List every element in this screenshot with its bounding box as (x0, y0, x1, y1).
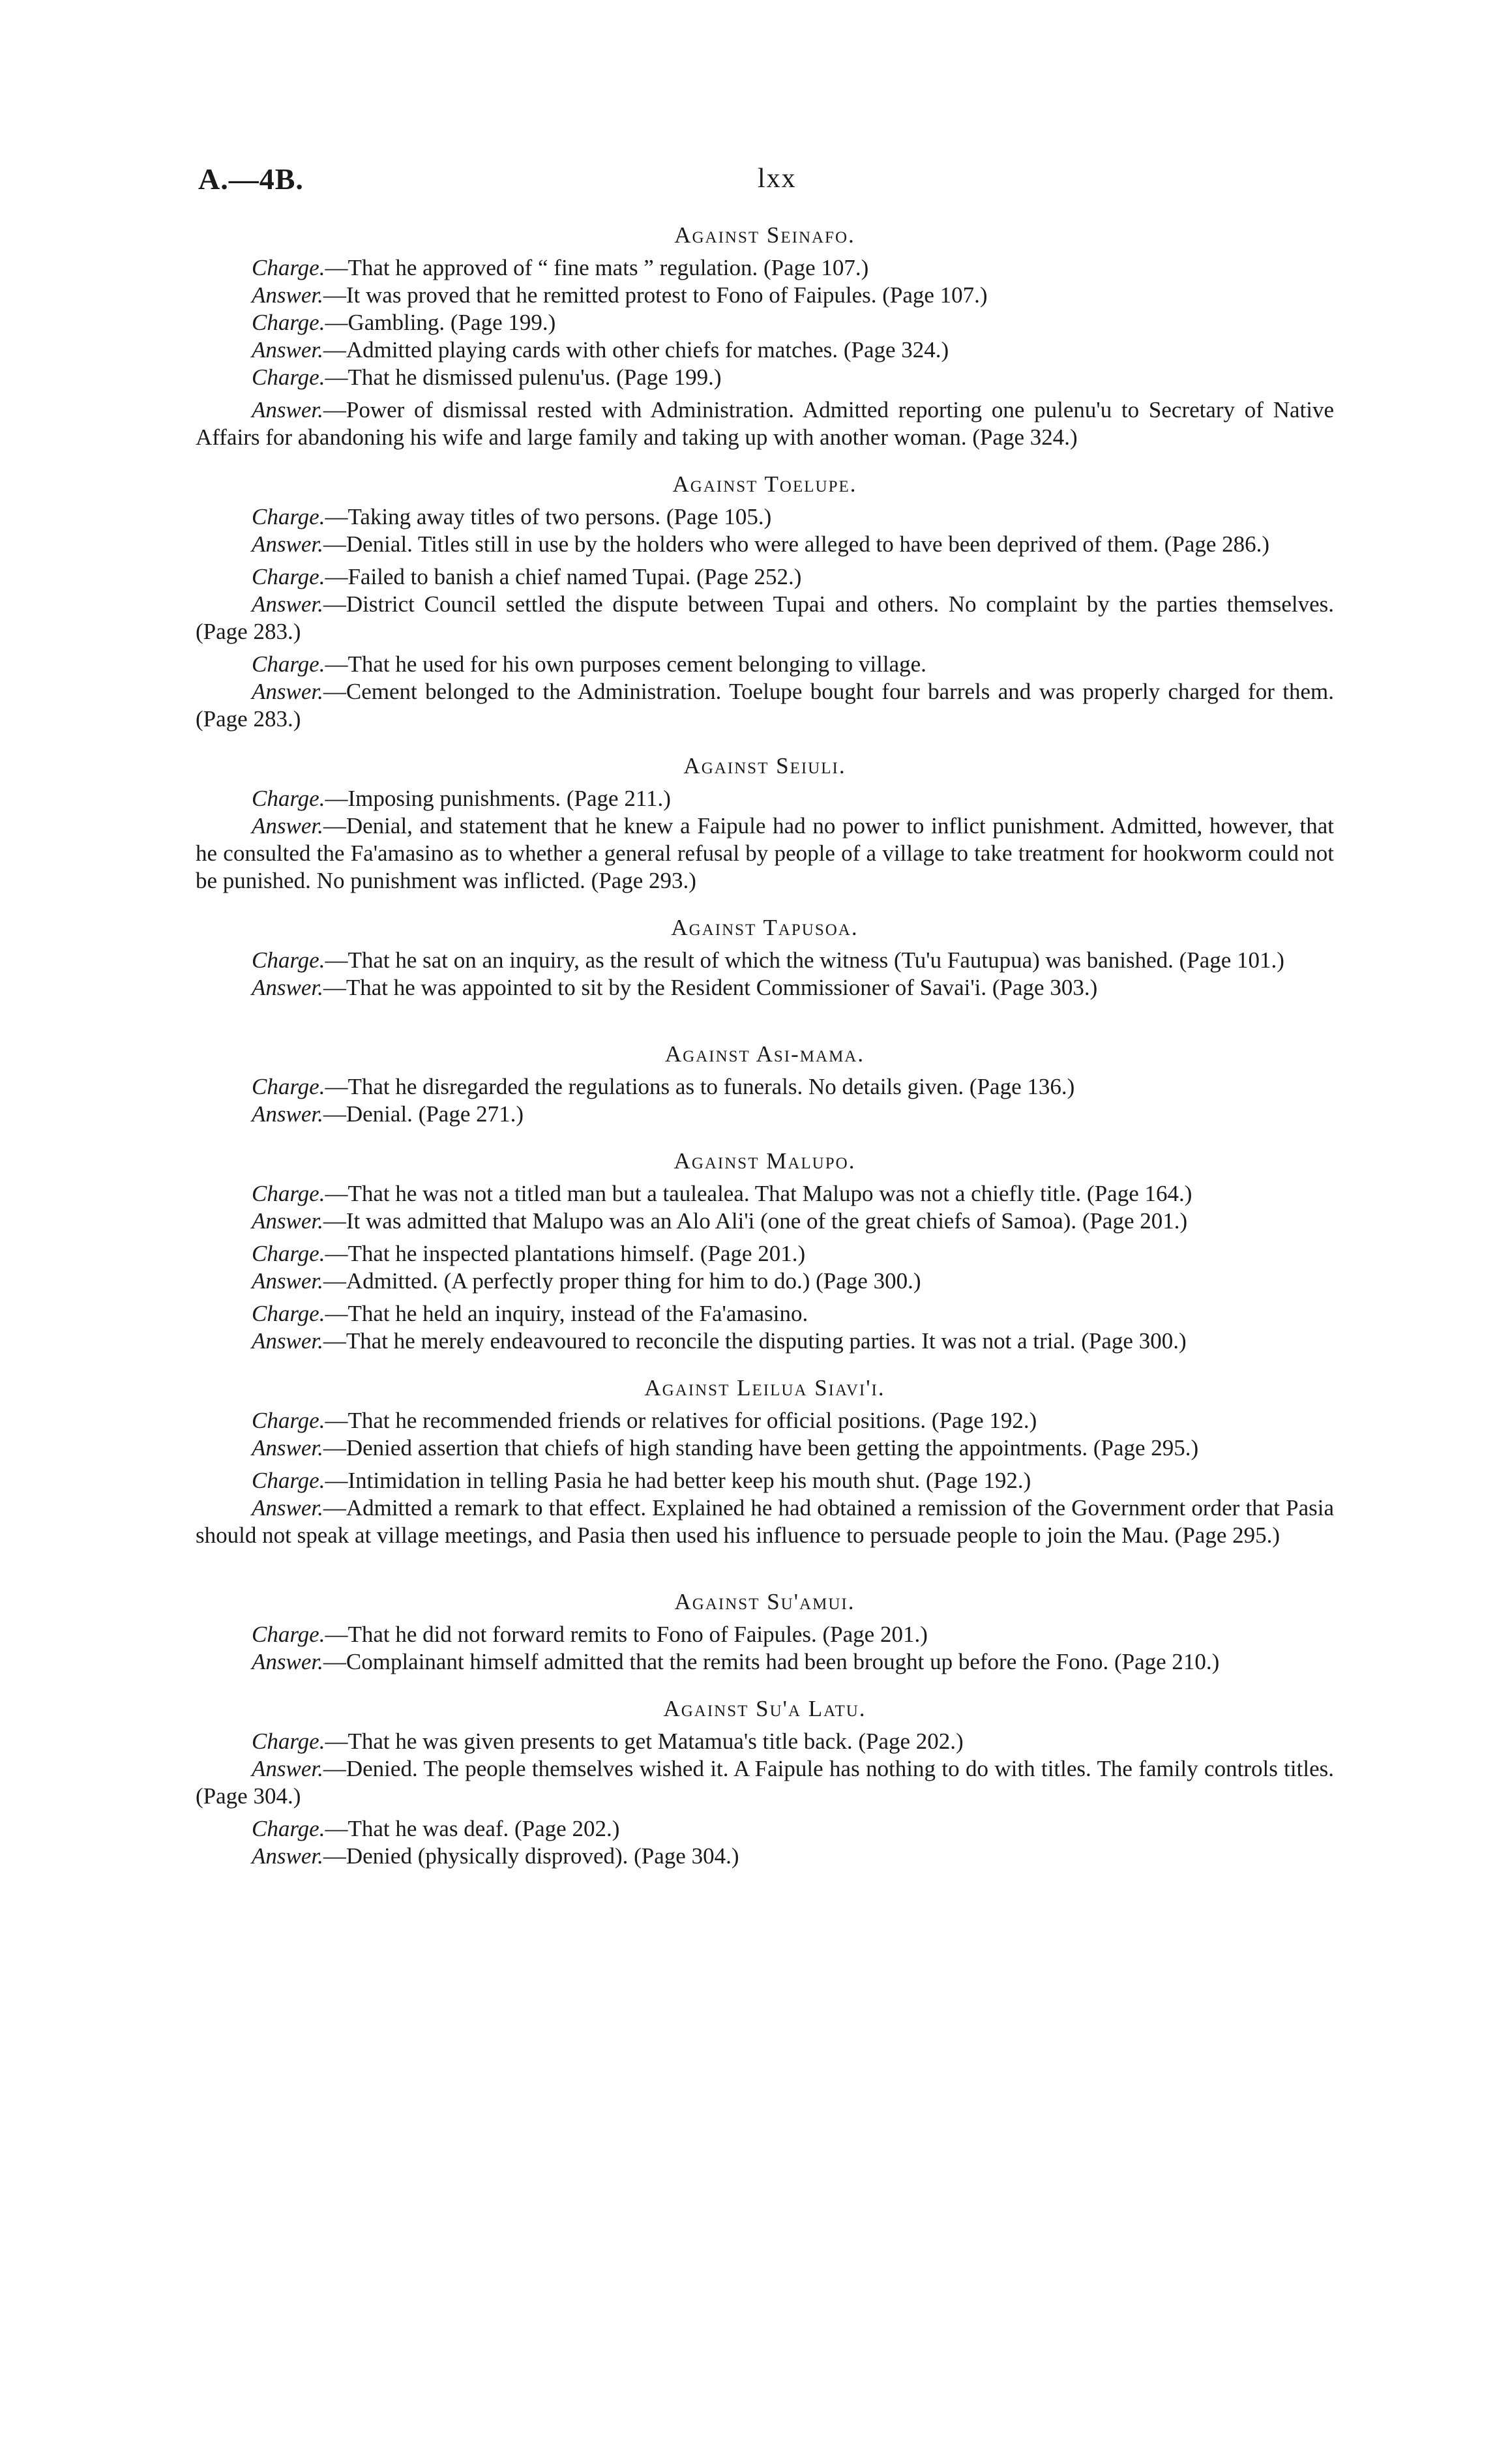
answer-entry: Answer.—Denied. The people themselves wished it. A Faipule has nothing to do with titles. The family controls titles. (Page 304.) (196, 1756, 1334, 1809)
entry-label: Charge. (252, 1301, 325, 1326)
answer-entry: Answer.—District Council settled the dispute between Tupai and others. No complaint by the parties themselves. (Page 283.) (196, 591, 1334, 644)
section-toelupe (196, 471, 1334, 733)
entry-text: Failed to banish a chief named Tupai. (Page 252.) (348, 564, 802, 589)
answer-entry: Answer.—Denial. Titles still in use by the holders who were alleged to have been deprived of them. (Page 286.) (252, 531, 1270, 557)
answer-entry: Answer.—Admitted a remark to that effect. Explained he had obtained a remission of the Government order that Pasia should not speak at village meetings, and Pasia then used his influence to persuade people to join the Mau. (Page 295.) (196, 1495, 1334, 1548)
entry-label: Answer. (252, 1101, 323, 1127)
entry-text: Taking away titles of two persons. (Page 105.) (348, 504, 772, 529)
answer-entry: Answer.—It was admitted that Malupo was an Alo Ali'i (one of the great chiefs of Samoa). (Page 201.) (252, 1208, 1188, 1234)
charge-entry: Charge.—That he was given presents to get Matamua's title back. (Page 202.) (252, 1729, 964, 1754)
charge-entry: Charge.—That he inspected plantations himself. (Page 201.) (252, 1241, 806, 1266)
page-number: lxx (758, 164, 797, 194)
entry-text: That he sat on an inquiry, as the result of which the witness (Tu'u Fautupua) was banished. (Page 101.) (348, 947, 1284, 973)
answer-entry: Answer.—That he merely endeavoured to reconcile the disputing parties. It was not a trial. (Page 300.) (252, 1328, 1187, 1354)
entry-text: That he did not forward remits to Fono of Faipules. (Page 201.) (348, 1622, 928, 1647)
answer-entry: Answer.—Denial. (Page 271.) (252, 1101, 524, 1127)
entry-text: Admitted. (A perfectly proper thing for him to do.) (Page 300.) (346, 1268, 921, 1294)
entry-text: That he approved of “ fine mats ” regulation. (Page 107.) (348, 255, 869, 280)
entry-label: Charge. (252, 1622, 325, 1647)
entry-label: Answer. (252, 1756, 323, 1781)
section-heading: Against Su'a Latu. (663, 1696, 866, 1721)
charge-entry: Charge.—That he dismissed pulenu'us. (Page 199.) (252, 364, 722, 390)
entry-text: Cement belonged to the Administration. Toelupe bought four barrels and was properly charged for them. (Page 283.) (196, 679, 1334, 732)
entry-text: It was proved that he remitted protest to Fono of Faipules. (Page 107.) (346, 282, 988, 308)
section-sua-latu (196, 1695, 1334, 1870)
entry-text: That he was deaf. (Page 202.) (348, 1816, 620, 1841)
entry-text: Denial, and statement that he knew a Faipule had no power to inflict punishment. Admitted, however, that he consulted the Fa'amasino as to whether a general refusal by people of a village to take treatment for hookworm could not be punished. No punishment was inflicted. (Page 293.) (196, 813, 1334, 893)
entry-label: Charge. (252, 1241, 325, 1266)
entry-text: Imposing punishments. (Page 211.) (348, 786, 671, 811)
page-reference: A.—4B. (198, 162, 304, 196)
answer-entry: Answer.—Complainant himself admitted that the remits had been brought up before the Fono. (Page 210.) (252, 1649, 1220, 1674)
entry-label: Answer. (252, 975, 323, 1000)
entry-label: Charge. (252, 564, 325, 589)
charge-entry: Charge.—That he was deaf. (Page 202.) (252, 1816, 620, 1841)
answer-entry: Answer.—Admitted playing cards with other chiefs for matches. (Page 324.) (252, 337, 949, 363)
entry-label: Charge. (252, 947, 325, 973)
charge-entry: Charge.—That he was not a titled man but a taulealea. That Malupo was not a chiefly title. (Page 164.) (252, 1181, 1192, 1206)
entry-text: It was admitted that Malupo was an Alo Ali'i (one of the great chiefs of Samoa). (Page 201.) (346, 1208, 1188, 1234)
entry-text: Denied. The people themselves wished it. A Faipule has nothing to do with titles. The family controls titles. (Page 304.) (196, 1756, 1334, 1809)
answer-entry: Answer.—Power of dismissal rested with Administration. Admitted reporting one pulenu'u to Secretary of Native Affairs for abandoning his wife and large family and taking up with another woman. (Page 324.) (196, 397, 1334, 450)
entry-text: That he recommended friends or relatives for official positions. (Page 192.) (348, 1408, 1037, 1433)
entry-text: That he used for his own purposes cement belonging to village. (348, 651, 926, 677)
entry-label: Answer. (252, 1208, 323, 1234)
section-heading: Against Asi-mama. (664, 1041, 865, 1067)
answer-entry: Answer.—Denied (physically disproved). (Page 304.) (252, 1843, 739, 1869)
entry-text: Admitted a remark to that effect. Explained he had obtained a remission of the Government order that Pasia should not speak at village meetings, and Pasia then used his influence to persuade people to join the Mau. (Page 295.) (196, 1495, 1334, 1548)
section-tapusoa (196, 914, 1334, 1002)
answer-entry: Answer.—That he was appointed to sit by the Resident Commissioner of Savai'i. (Page 303.) (252, 975, 1098, 1000)
charge-entry: Charge.—That he did not forward remits to Fono of Faipules. (Page 201.) (252, 1622, 928, 1647)
entry-label: Answer. (252, 1649, 323, 1674)
entry-label: Charge. (252, 1074, 325, 1099)
entry-text: That he held an inquiry, instead of the Fa'amasino. (348, 1301, 808, 1326)
entry-text: Gambling. (Page 199.) (348, 310, 556, 335)
charge-entry: Charge.—Imposing punishments. (Page 211.) (252, 786, 671, 811)
entry-label: Charge. (252, 786, 325, 811)
entry-label: Answer. (252, 337, 323, 363)
charge-entry: Charge.—That he used for his own purposes cement belonging to village. (252, 651, 926, 677)
entry-label: Charge. (252, 255, 325, 280)
entry-label: Charge. (252, 1468, 325, 1493)
section-malupo (196, 1148, 1334, 1355)
entry-label: Answer. (252, 397, 323, 423)
charge-entry: Charge.—Gambling. (Page 199.) (252, 310, 556, 335)
entry-label: Charge. (252, 651, 325, 677)
entry-text: Denied assertion that chiefs of high standing have been getting the appointments. (Page 295.) (346, 1435, 1199, 1461)
entry-label: Charge. (252, 1408, 325, 1433)
entry-label: Answer. (252, 1268, 323, 1294)
entry-label: Charge. (252, 310, 325, 335)
entry-text: That he was appointed to sit by the Resident Commissioner of Savai'i. (Page 303.) (346, 975, 1098, 1000)
entry-label: Charge. (252, 1729, 325, 1754)
entry-text: That he was not a titled man but a taulealea. That Malupo was not a chiefly title. (Page 164.) (348, 1181, 1192, 1206)
charge-entry: Charge.—That he disregarded the regulations as to funerals. No details given. (Page 136.) (252, 1074, 1075, 1099)
entry-text: Denial. Titles still in use by the holders who were alleged to have been deprived of them. (Page 286.) (346, 531, 1270, 557)
entry-text: Power of dismissal rested with Administration. Admitted reporting one pulenu'u to Secretary of Native Affairs for abandoning his wife and large family and taking up with another woman. (Page 324.) (196, 397, 1334, 450)
document-body (196, 222, 1334, 1870)
section-heading: Against Toelupe. (672, 471, 857, 497)
charge-entry: Charge.—Failed to banish a chief named Tupai. (Page 252.) (252, 564, 802, 589)
section-leilua-siavii (196, 1374, 1334, 1549)
charge-entry: Charge.—Taking away titles of two persons. (Page 105.) (252, 504, 772, 529)
entry-label: Answer. (252, 282, 323, 308)
entry-label: Answer. (252, 1435, 323, 1461)
answer-entry: Answer.—Denial, and statement that he knew a Faipule had no power to inflict punishment. Admitted, however, that he consulted the Fa'amasino as to whether a general refusal by people of a village to take treatment for hookworm could not be punished. No punishment was inflicted. (Page 293.) (196, 813, 1334, 893)
section-asi-mama (196, 1041, 1334, 1128)
entry-label: Answer. (252, 679, 323, 704)
section-heading: Against Malupo. (674, 1148, 856, 1174)
entry-text: That he dismissed pulenu'us. (Page 199.) (348, 364, 722, 390)
entry-label: Answer. (252, 1328, 323, 1354)
charge-entry: Charge.—That he recommended friends or relatives for official positions. (Page 192.) (252, 1408, 1037, 1433)
entry-label: Charge. (252, 504, 325, 529)
entry-label: Answer. (252, 591, 323, 617)
charge-entry: Charge.—That he approved of “ fine mats ” regulation. (Page 107.) (252, 255, 869, 280)
section-heading: Against Seinafo. (674, 222, 855, 248)
entry-label: Charge. (252, 1181, 325, 1206)
entry-text: Denied (physically disproved). (Page 304.) (346, 1843, 739, 1869)
entry-text: That he inspected plantations himself. (Page 201.) (348, 1241, 806, 1266)
entry-label: Answer. (252, 813, 323, 839)
entry-text: Admitted playing cards with other chiefs for matches. (Page 324.) (346, 337, 949, 363)
section-heading: Against Tapusoa. (671, 915, 859, 940)
entry-text: District Council settled the dispute between Tupai and others. No complaint by the parties themselves. (Page 283.) (196, 591, 1334, 644)
entry-label: Answer. (252, 531, 323, 557)
entry-text: Intimidation in telling Pasia he had better keep his mouth shut. (Page 192.) (348, 1468, 1031, 1493)
entry-text: Denial. (Page 271.) (346, 1101, 524, 1127)
charge-entry: Charge.—Intimidation in telling Pasia he had better keep his mouth shut. (Page 192.) (252, 1468, 1031, 1493)
section-heading: Against Seiuli. (683, 753, 846, 779)
answer-entry: Answer.—Admitted. (A perfectly proper thing for him to do.) (Page 300.) (252, 1268, 921, 1294)
section-heading: Against Leilua Siavi'i. (644, 1375, 885, 1401)
entry-label: Charge. (252, 364, 325, 390)
entry-label: Charge. (252, 1816, 325, 1841)
section-suamui (196, 1588, 1334, 1676)
section-seiuli (196, 752, 1334, 895)
entry-text: That he was given presents to get Matamua's title back. (Page 202.) (348, 1729, 964, 1754)
answer-entry: Answer.—Denied assertion that chiefs of high standing have been getting the appointments. (Page 295.) (252, 1435, 1199, 1461)
answer-entry: Answer.—Cement belonged to the Administration. Toelupe bought four barrels and was properly charged for them. (Page 283.) (196, 679, 1334, 732)
answer-entry: Answer.—It was proved that he remitted protest to Fono of Faipules. (Page 107.) (252, 282, 988, 308)
entry-text: That he merely endeavoured to reconcile the disputing parties. It was not a trial. (Page 300.) (346, 1328, 1187, 1354)
section-heading: Against Su'amui. (674, 1589, 855, 1614)
charge-entry: Charge.—That he sat on an inquiry, as the result of which the witness (Tu'u Fautupua) was banished. (Page 101.) (252, 947, 1284, 973)
entry-label: Answer. (252, 1843, 323, 1869)
entry-text: Complainant himself admitted that the remits had been brought up before the Fono. (Page 210.) (346, 1649, 1220, 1674)
entry-label: Answer. (252, 1495, 323, 1521)
charge-entry: Charge.—That he held an inquiry, instead of the Fa'amasino. (252, 1301, 808, 1326)
section-seinafo (196, 222, 1334, 451)
entry-text: That he disregarded the regulations as to funerals. No details given. (Page 136.) (348, 1074, 1075, 1099)
